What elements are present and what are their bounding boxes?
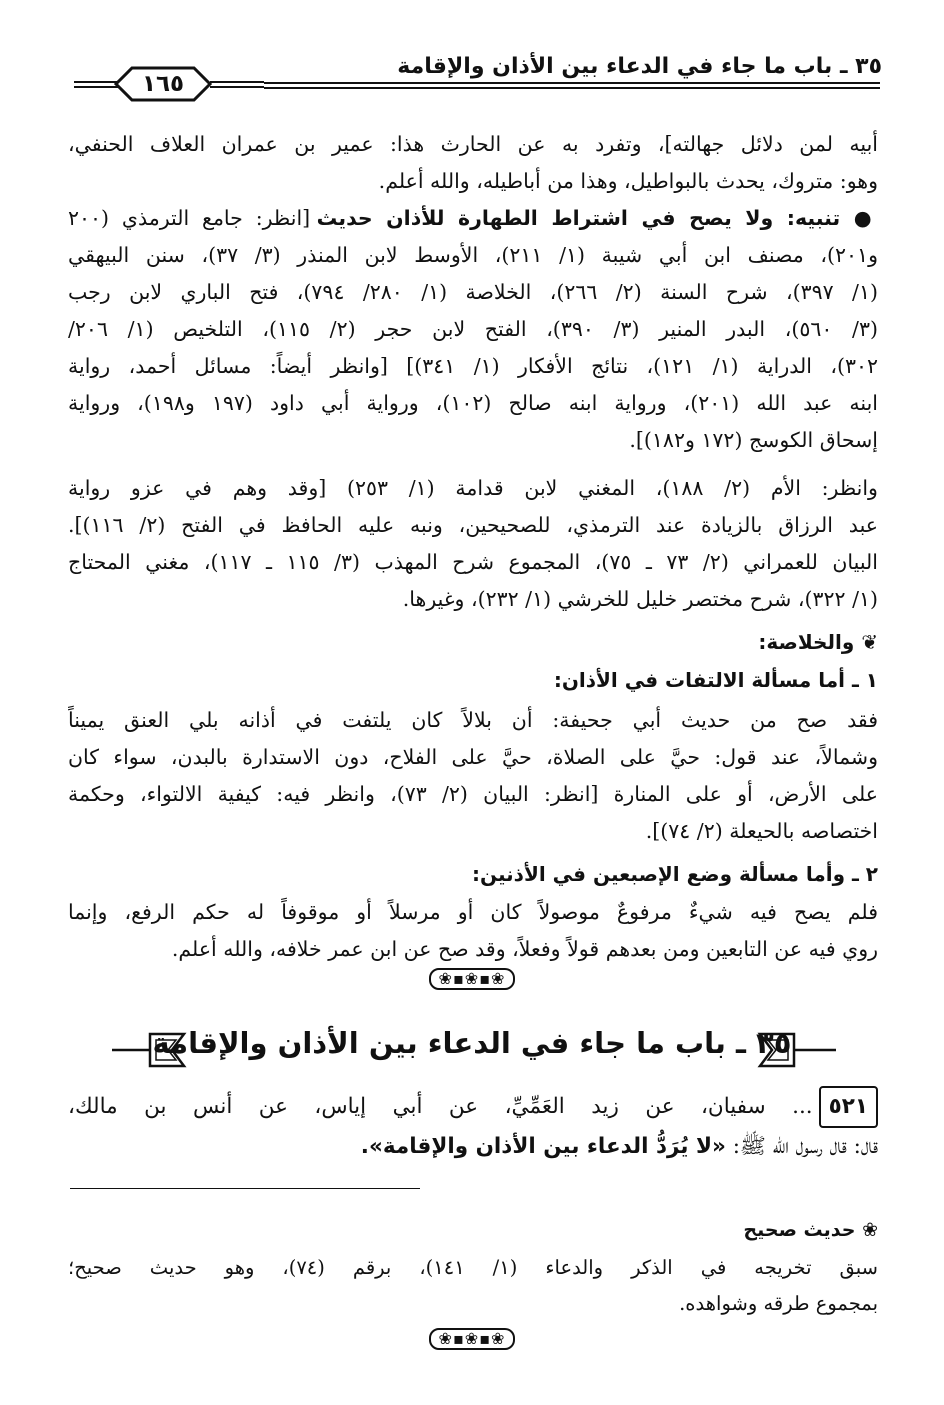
text-line: إسحاق الكوسج (١٧٢ و١٨٢)]. bbox=[629, 428, 878, 452]
page-number: ١٦٥ bbox=[141, 71, 185, 97]
text-line: روي فيه عن التابعين ومن بعدهم قولاً وفعلاً، وقد صح عن ابن عمر خلافه، والله أعلم. bbox=[171, 937, 878, 961]
ornament-icon: ❀▪❀▪❀ bbox=[429, 1328, 516, 1350]
hadith-block bbox=[68, 1086, 878, 1166]
section-2-heading: ٢ ـ وأما مسألة وضع الإصبعين في الأذنين: bbox=[472, 862, 878, 886]
text-line: ابنه عبد الله (٢٠١)، ورواية ابنه صالح (١٠٢)، ورواية أبي داود (١٩٧ و١٩٨)، ورواية bbox=[68, 391, 878, 415]
note-block bbox=[68, 200, 878, 459]
note-lead: ● تنبيه: ولا يصح في اشتراط الطهارة للأذان حديث bbox=[316, 206, 878, 230]
text-line: بمجموع طرقه وشواهده. bbox=[679, 1292, 878, 1315]
header-rule bbox=[264, 82, 880, 89]
bottom-ornament bbox=[0, 1328, 944, 1350]
text-line: ٣٠٢)، الدراية (١/ ١٢١)، نتائج الأفكار (١/ ٣٤١)] [وانظر أيضاً: مسائل أحمد، رواية bbox=[68, 354, 878, 378]
section-1-body bbox=[68, 702, 878, 850]
note-lead-rest: [انظر: جامع الترمذي (٢٠٠ bbox=[68, 206, 317, 230]
text-line: وانظر: الأم (٢/ ١٨٨)، المغني لابن قدامة (١/ ٢٥٣) [وقد وهم في عزو رواية bbox=[68, 476, 878, 500]
paragraph-references bbox=[68, 470, 878, 618]
chapter-title-band bbox=[0, 1020, 944, 1080]
grade-body bbox=[68, 1250, 878, 1322]
note-first-line bbox=[68, 200, 878, 237]
hadith-second-line bbox=[68, 1128, 878, 1166]
section-1-heading: ١ ـ أما مسألة الالتفات في الأذان: bbox=[553, 668, 878, 692]
hadith-matn: «لا يُرَدُّ الدعاء بين الأذان والإقامة». bbox=[360, 1134, 726, 1159]
summary-heading: ❦ والخلاصة: bbox=[758, 630, 878, 654]
text-line: (١/ ٣٩٧)، شرح السنة (٢/ ٢٦٦)، الخلاصة (١/ ٢٨٠/ ٧٩٤)، فتح الباري لابن رجب bbox=[68, 280, 878, 304]
grade-label: ❀ حديث صحيح bbox=[743, 1219, 878, 1241]
section-2-body bbox=[68, 894, 878, 968]
running-header-title: ٣٥ ـ باب ما جاء في الدعاء بين الأذان والإقامة bbox=[397, 54, 882, 79]
text-line: أبيه لمن دلائل جهالته]، وتفرد به عن الحارث هذا: عمير بن عمران العلاف الحنفي، bbox=[68, 132, 878, 156]
page-number-ornament bbox=[74, 66, 264, 106]
text-line: و٢٠١)، مصنف ابن أبي شيبة (١/ ٢١١)، الأوسط لابن المنذر (٣/ ٣٧)، سنن البيهقي bbox=[68, 243, 878, 267]
text-line: وشمالاً، عند قول: حيَّ على الصلاة، حيَّ على الفلاح، دون الاستدارة بالبدن، سواء كان bbox=[68, 745, 878, 769]
text-line: البيان للعمراني (٢/ ٧٣ ـ ٧٥)، المجموع شرح المهذب (٣/ ١١٥ ـ ١١٧)، مغني المحتاج bbox=[68, 550, 878, 574]
hadith-isnad: ... سفيان، عن زيد العَمِّيِّ، عن أبي إياس، عن أنس بن مالك، bbox=[68, 1094, 813, 1119]
hadith-number-badge: ٥٢١ bbox=[819, 1086, 878, 1128]
hadith-first-line bbox=[68, 1086, 878, 1128]
hadith-attribution: قال: قال رسول الله ﷺ: bbox=[725, 1134, 878, 1159]
text-line: (١/ ٣٢٢)، شرح مختصر خليل للخرشي (١/ ٢٣٢)، وغيرها. bbox=[402, 587, 878, 611]
text-line: فقد صح من حديث أبي جحيفة: أن بلالاً كان يلتفت في أذانه بلي العنق يميناً bbox=[68, 708, 878, 732]
paragraph-intro bbox=[68, 126, 878, 200]
text-line: عبد الرزاق بالزيادة عند الترمذي، للصحيحين، ونبه عليه الحافظ في الفتح (٢/ ١١٦)]. bbox=[68, 513, 878, 537]
text-line: سبق تخريجه في الذكر والدعاء (١/ ١٤١)، برقم (٧٤)، وهو حديث صحيح؛ bbox=[68, 1256, 878, 1279]
text-line: اختصاصه بالحيعلة (٢/ ٧٤)]. bbox=[645, 819, 878, 843]
chapter-title: ٣٥ ـ باب ما جاء في الدعاء بين الأذان والإقامة bbox=[152, 1026, 792, 1060]
text-line: وهو: متروك، يحدث بالبواطيل، وهذا من أباطيله، والله أعلم. bbox=[378, 169, 878, 193]
text-line: فلم يصح فيه شيءٌ مرفوعٌ موصولاً كان أو مرسلاً أو موقوفاً له حكم الرفع، وإنما bbox=[68, 900, 878, 924]
text-line: (٣/ ٥٦٠)، البدر المنير (٣/ ٣٩٠)، الفتح لابن حجر (٢/ ١١٥)، التلخيص (١/ ٢٠٦/ bbox=[68, 317, 878, 341]
section-separator-ornament bbox=[0, 968, 944, 990]
footnote-divider bbox=[70, 1188, 420, 1189]
text-line: على الأرض، أو على المنارة [انظر: البيان (٢/ ٧٣)، وانظر فيه: كيفية الالتواء، وحكمة bbox=[68, 782, 878, 806]
ornament-icon: ❀▪❀▪❀ bbox=[429, 968, 516, 990]
